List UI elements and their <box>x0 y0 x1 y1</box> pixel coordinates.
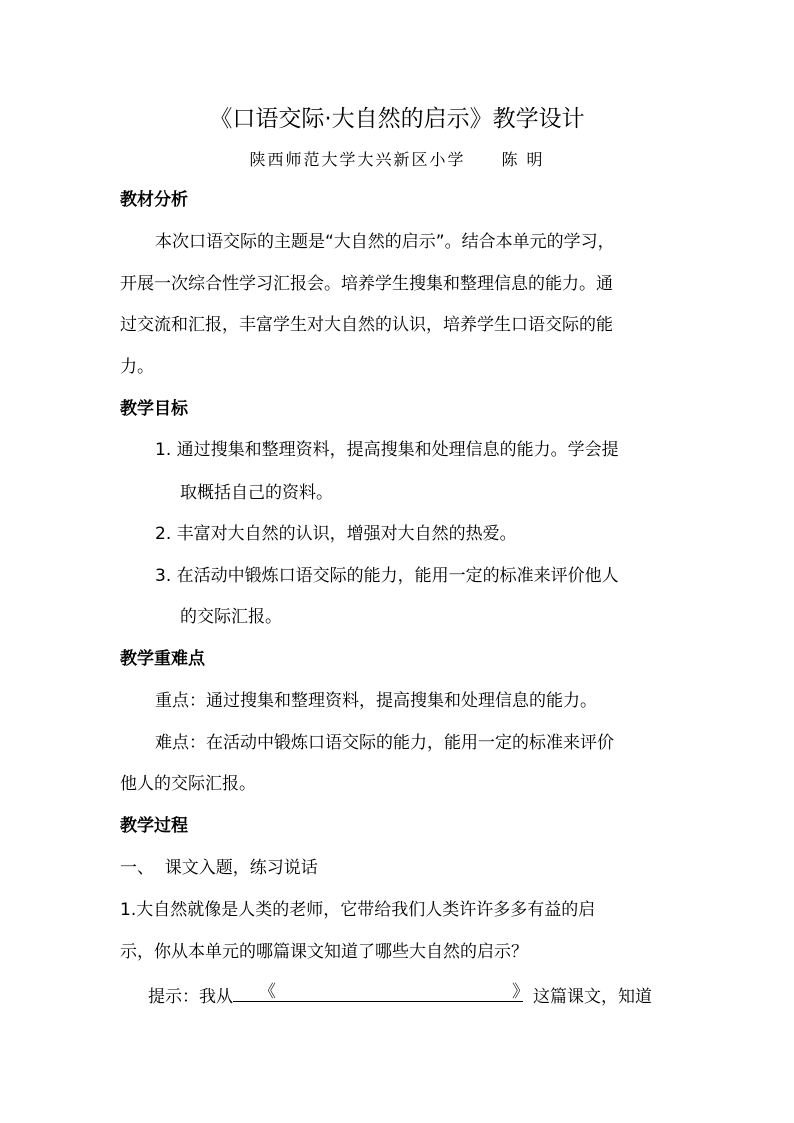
section-heading-goals: 教学目标 <box>120 399 188 419</box>
question-1-line-1: 1.大自然就像是人类的老师，它带给我们人类许许多多有益的启 <box>120 900 596 920</box>
close-book-bracket: 》 <box>512 982 529 1002</box>
analysis-line-2: 开展一次综合性学习汇报会。培养学生搜集和整理信息的能力。通 <box>120 274 613 294</box>
difficult-point-cont: 他人的交际汇报。 <box>120 774 256 794</box>
book-title-blank[interactable] <box>233 981 529 1002</box>
goal-item-3-cont: 的交际汇报。 <box>180 607 282 627</box>
section-heading-keypoints: 教学重难点 <box>120 649 205 669</box>
key-point: 重点：通过搜集和整理资料，提高搜集和处理信息的能力。 <box>155 691 597 711</box>
section-heading-analysis: 教材分析 <box>120 190 188 210</box>
goal-item-2: 2. 丰富对大自然的认识，增强对大自然的热爱。 <box>155 524 517 544</box>
difficult-point: 难点：在活动中锻炼口语交际的能力，能用一定的标准来评价 <box>155 733 614 753</box>
analysis-line-3: 过交流和汇报，丰富学生对大自然的认识，培养学生口语交际的能 <box>120 315 613 335</box>
open-book-bracket: 《 <box>259 982 276 1002</box>
hint-prefix: 提示：我从 <box>148 987 233 1007</box>
author-line <box>0 148 794 172</box>
author-name: 陈 明 <box>501 150 545 169</box>
section-heading-process: 教学过程 <box>120 816 188 836</box>
goal-item-3: 3. 在活动中锻炼口语交际的能力，能用一定的标准来评价他人 <box>155 566 619 586</box>
goal-item-1-cont: 取概括自己的资料。 <box>180 483 333 503</box>
analysis-line-4: 力。 <box>120 357 154 377</box>
question-1-line-2: 示，你从本单元的哪篇课文知道了哪些大自然的启示？ <box>120 942 528 962</box>
goal-item-1: 1. 通过搜集和整理资料，提高搜集和处理信息的能力。学会提 <box>155 440 619 460</box>
author-school: 陕西师范大学大兴新区小学 <box>249 150 466 169</box>
document-title: 《口语交际·大自然的启示》教学设计 <box>209 106 585 132</box>
analysis-line-1: 本次口语交际的主题是“大自然的启示”。结合本单元的学习， <box>155 232 615 252</box>
hint-line <box>148 981 652 1009</box>
process-step-1: 一、 课文入题，练习说话 <box>120 858 318 878</box>
hint-suffix: 这篇课文，知道 <box>533 987 652 1007</box>
